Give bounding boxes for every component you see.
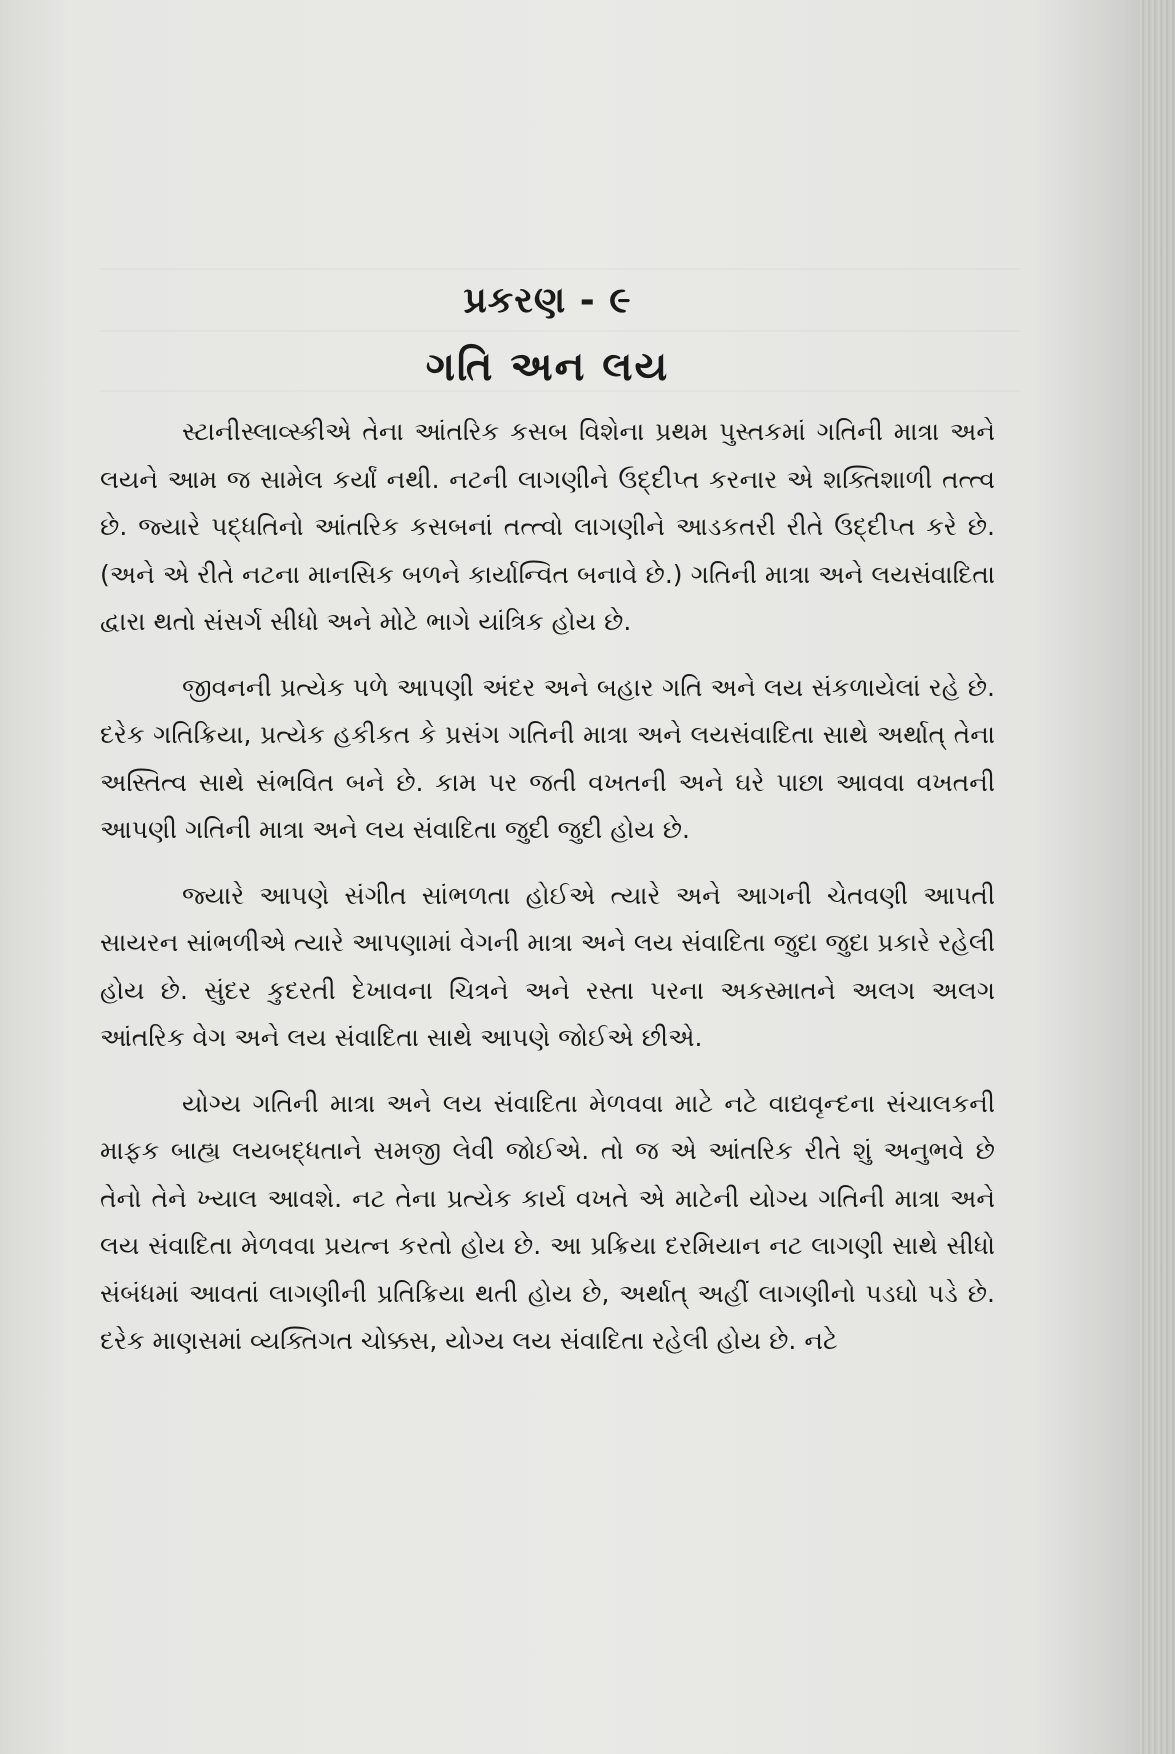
body-paragraph: યોગ્ય ગતિની માત્રા અને લય સંવાદિતા મેળવવા માટે નટે વાદ્યવૃન્દના સંચાલકની માફક બાહ્ય લયબદ્ધતાને સમજી લેવી જોઈએ. તો જ એ આંતરિક રીતે શું અનુભવે છે તેનો તેને ખ્યાલ આવશે. નટ તેના પ્રત્યેક કાર્ય વખતે એ માટેની યોગ્ય ગતિની માત્રા અને લય સંવાદિતા મેળવવા પ્રયત્ન કરતો હોય છે. આ પ્રક્રિયા દરમિયાન નટ લાગણી સાથે સીધો સંબંધમાં આવતાં લાગણીની પ્રતિક્રિયા થતી હોય છે, અર્થાત્ અહીં લાગણીનો પડઘો પડે છે. દરેક માણસમાં વ્યક્તિગત ચોક્કસ, યોગ્ય લય સંવાદિતા રહેલી હોય છે. નટે [100,1088,995,1355]
show-through-line [100,268,1020,270]
body-paragraph: સ્ટાનીસ્લાવ્સ્કીએ તેના આંતરિક કસબ વિશેના પ્રથમ પુસ્તકમાં ગતિની માત્રા અને લયને આમ જ સામેલ કર્યાં નથી. નટની લાગણીને ઉદ્દીપ્ત કરનાર એ શક્તિશાળી તત્ત્વ છે. જ્યારે પદ્ધતિનો આંતરિક કસબનાં તત્ત્વો લાગણીને આડકતરી રીતે ઉદ્દીપ્ત કરે છે. (અને એ રીતે નટના માનસિક બળને કાર્યાન્વિત બનાવે છે.) ગતિની માત્રા અને લયસંવાદિતા દ્વારા થતો સંસર્ગ સીધો અને મોટે ભાગે યાંત્રિક હોય છે. [100,417,995,636]
book-page [100,280,995,1383]
chapter-title: ગતિ અન લય [425,344,670,390]
body-paragraph: જીવનની પ્રત્યેક પળે આપણી અંદર અને બહાર ગતિ અને લય સંકળાયેલાં રહે છે. દરેક ગતિક્રિયા, પ્રત્યેક હકીકત કે પ્રસંગ ગતિની માત્રા અને લયસંવાદિતા સાથે અર્થાત્ તેના અસ્તિત્વ સાથે સંભવિત બને છે. કામ પર જતી વખતની અને ઘરે પાછા આવવા વખતની આપણી ગતિની માત્રા અને લય સંવાદિતા જુદી જુદી હોય છે. [100,672,995,844]
body-paragraph: જ્યારે આપણે સંગીત સાંભળતા હોઈએ ત્યારે અને આગની ચેતવણી આપતી સાયરન સાંભળીએ ત્યારે આપણામાં વેગની માત્રા અને લય સંવાદિતા જુદા જુદા પ્રકારે રહેલી હોય છે. સુંદર કુદરતી દેખાવના ચિત્રને અને રસ્તા પરના અકસ્માતને અલગ અલગ આંતરિક વેગ અને લય સંવાદિતા સાથે આપણે જોઈએ છીએ. [100,880,995,1052]
book-page-edge [1139,0,1175,1754]
chapter-number: પ્રકરણ - ૯ [463,280,632,321]
